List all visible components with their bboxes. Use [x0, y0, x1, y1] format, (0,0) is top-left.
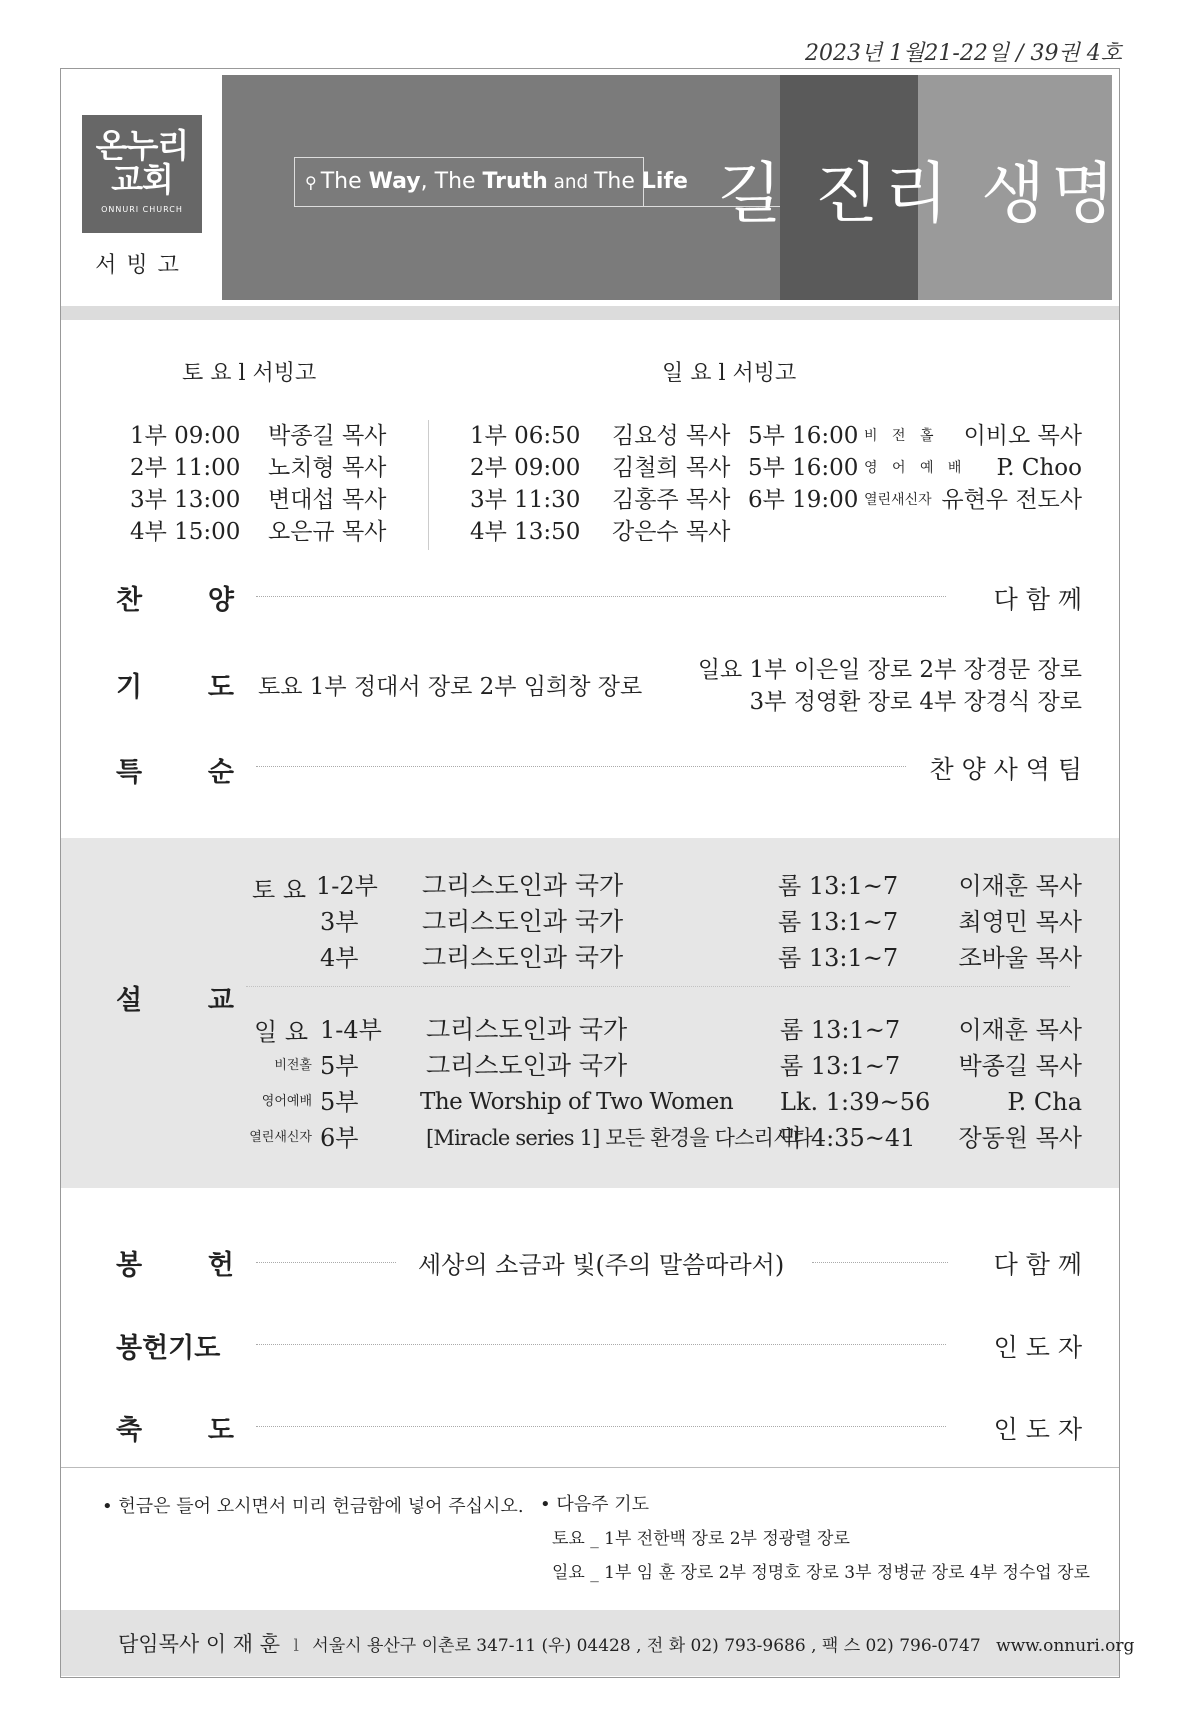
leader-dots	[256, 1344, 946, 1345]
website-link[interactable]: www.onnuri.org	[996, 1636, 1135, 1656]
motto-box: ⚲ The Way, The Truth and The Life	[294, 157, 644, 207]
logo-text: 온누리 교회	[95, 126, 189, 199]
leader-dots	[256, 766, 906, 767]
sermon-sunday-refs: 롬 13:1~7 롬 13:1~7 Lk. 1:39~56 막 4:35~41	[780, 1016, 931, 1152]
sermon-saturday-refs: 롬 13:1~7 롬 13:1~7 롬 13:1~7	[778, 872, 899, 972]
saturday-parts: 1부 09:00 2부 11:00 3부 13:00 4부 15:00	[130, 423, 241, 545]
sermon-sunday-parts: 1-4부 5부 5부 6부	[320, 1016, 382, 1152]
sunday-parts: 1부 06:50 2부 09:00 3부 11:30 4부 13:50	[470, 423, 581, 545]
benediction-label: 축 도	[116, 1415, 234, 1446]
header-separator	[61, 306, 1119, 320]
sunday-extra-places: 비 전 홀 영 어 예 배 열린새신자	[864, 428, 967, 508]
sermon-saturday-day: 토 요	[252, 876, 306, 904]
offering-label: 봉 헌	[116, 1250, 234, 1281]
banner-title: 길 진리 생명	[718, 155, 1121, 232]
next-week-saturday: 토요 _ 1부 전한백 장로 2부 정광렬 장로	[552, 1529, 850, 1549]
church-address: 서울시 용산구 이촌로 347-11 (우) 04428 , 전 화 02) 793-9686 , 팩 스 02) 796-0747	[312, 1636, 981, 1656]
next-week-title: • 다음주 기도	[540, 1494, 650, 1515]
praise-value: 다 함 께	[993, 585, 1082, 614]
sermon-sunday-day: 일 요	[254, 1018, 308, 1046]
sermon-divider	[246, 986, 1070, 987]
next-week-sunday: 일요 _ 1부 임 훈 장로 2부 정명호 장로 3부 정병균 장로 4부 정수업 장로	[552, 1563, 1090, 1583]
sermon-sunday-titles: 그리스도인과 국가 그리스도인과 국가 The Worship of Two Women [Miracle series 1] 모든 환경을 다스리시다	[420, 1015, 813, 1150]
sermon-label: 설 교	[116, 985, 234, 1016]
footer-separator: l	[293, 1636, 299, 1656]
logo-english: ONNURI CHURCH	[101, 205, 183, 214]
search-icon: ⚲	[305, 173, 317, 192]
prayer-saturday: 토요 1부 정대서 장로 2부 임희창 장로	[258, 674, 643, 700]
campus-name: 서빙고	[95, 253, 189, 278]
offering-value: 다 함 께	[993, 1250, 1082, 1279]
saturday-header: 토 요 l 서빙고	[182, 361, 317, 386]
offering-song: 세상의 소금과 빛(주의 말씀따라서)	[418, 1251, 785, 1279]
sermon-sunday-places: 비전홀 영어예배 열린새신자	[249, 1058, 312, 1145]
offering-prayer-value: 인 도 자	[993, 1333, 1082, 1362]
benediction-value: 인 도 자	[993, 1415, 1082, 1444]
schedule-divider	[428, 420, 429, 550]
notes-divider	[61, 1467, 1119, 1468]
prayer-sunday: 일요 1부 이은일 장로 2부 장경문 장로 3부 정영환 장로 4부 장경식 장로	[697, 657, 1082, 715]
special-value: 찬 양 사 역 팀	[929, 755, 1082, 784]
senior-pastor: 담임목사 이 재 훈	[118, 1632, 281, 1656]
sunday-header: 일 요 l 서빙고	[662, 361, 797, 386]
church-logo	[82, 115, 202, 233]
prayer-label: 기 도	[116, 672, 234, 703]
offering-prayer-label: 봉헌기도	[116, 1333, 221, 1364]
leader-dots	[812, 1262, 948, 1263]
sermon-saturday-parts: 1-2부 3부 4부	[316, 872, 378, 972]
sunday-extra-parts: 5부 16:00 5부 16:00 6부 19:00	[748, 423, 859, 513]
sunday-pastors: 김요성 목사 김철희 목사 김홍주 목사 강은수 목사	[612, 423, 731, 545]
special-label: 특 순	[116, 757, 234, 788]
footer-info	[118, 1628, 1134, 1658]
leader-dots	[256, 596, 946, 597]
leader-dots	[256, 1426, 946, 1427]
sunday-extra-pastors: 이비오 목사 P. Choo 유현우 전도사	[941, 423, 1082, 513]
sermon-sunday-pastors: 이재훈 목사 박종길 목사 P. Cha 장동원 목사	[958, 1016, 1082, 1152]
sermon-saturday-pastors: 이재훈 목사 최영민 목사 조바울 목사	[958, 872, 1082, 972]
offering-note: • 헌금은 들어 오시면서 미리 헌금함에 넣어 주십시오.	[102, 1496, 524, 1517]
praise-label: 찬 양	[116, 585, 234, 616]
issue-date: 2023년 1월21-22일 / 39권 4호	[804, 41, 1122, 66]
sermon-saturday-titles: 그리스도인과 국가 그리스도인과 국가 그리스도인과 국가	[422, 871, 624, 972]
leader-dots	[256, 1262, 396, 1263]
saturday-pastors: 박종길 목사 노치형 목사 변대섭 목사 오은규 목사	[268, 423, 387, 545]
